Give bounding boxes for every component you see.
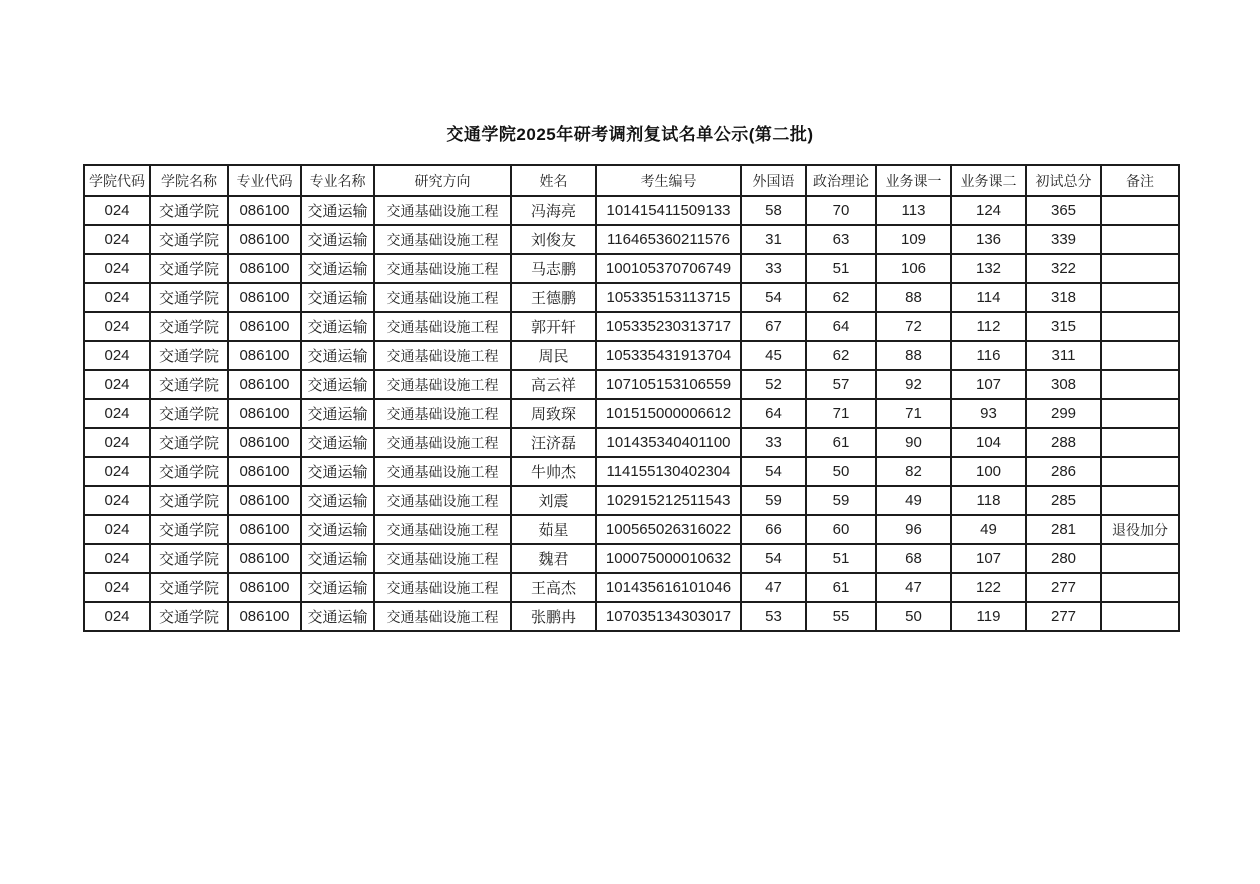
cell-course-one: 47 [876,573,951,602]
cell-college-name: 交通学院 [150,341,228,370]
cell-foreign-language: 47 [741,573,806,602]
cell-major-code: 086100 [228,602,301,631]
cell-total-score: 277 [1026,602,1101,631]
cell-remark [1101,602,1179,631]
cell-college-name: 交通学院 [150,515,228,544]
cell-politics: 61 [806,428,876,457]
cell-research: 交通基础设施工程 [374,283,511,312]
cell-course-two: 124 [951,196,1026,225]
cell-major-code: 086100 [228,254,301,283]
cell-politics: 63 [806,225,876,254]
cell-name: 马志鹏 [511,254,596,283]
cell-major-code: 086100 [228,457,301,486]
cell-total-score: 277 [1026,573,1101,602]
cell-candidate-id: 116465360211576 [596,225,741,254]
cell-remark [1101,312,1179,341]
cell-politics: 62 [806,341,876,370]
cell-candidate-id: 100565026316022 [596,515,741,544]
cell-foreign-language: 33 [741,254,806,283]
cell-remark [1101,428,1179,457]
table-header [84,165,1179,196]
cell-college-code: 024 [84,486,150,515]
cell-politics: 57 [806,370,876,399]
cell-course-two: 104 [951,428,1026,457]
cell-total-score: 285 [1026,486,1101,515]
cell-remark [1101,544,1179,573]
cell-college-name: 交通学院 [150,225,228,254]
cell-college-name: 交通学院 [150,399,228,428]
table-row [84,312,1179,341]
cell-course-one: 49 [876,486,951,515]
cell-candidate-id: 105335431913704 [596,341,741,370]
cell-politics: 59 [806,486,876,515]
cell-college-name: 交通学院 [150,370,228,399]
cell-remark [1101,225,1179,254]
cell-course-two: 107 [951,370,1026,399]
cell-foreign-language: 33 [741,428,806,457]
cell-course-two: 116 [951,341,1026,370]
cell-college-code: 024 [84,515,150,544]
cell-course-one: 113 [876,196,951,225]
cell-course-one: 68 [876,544,951,573]
cell-major-name: 交通运输 [301,399,374,428]
cell-politics: 51 [806,544,876,573]
table-row [84,428,1179,457]
table-row [84,457,1179,486]
cell-remark [1101,254,1179,283]
cell-college-name: 交通学院 [150,457,228,486]
cell-course-two: 119 [951,602,1026,631]
column-header-course-two: 业务课二 [951,165,1026,196]
cell-name: 刘震 [511,486,596,515]
cell-remark [1101,196,1179,225]
cell-politics: 64 [806,312,876,341]
cell-name: 王高杰 [511,573,596,602]
table-row [84,225,1179,254]
table-row [84,196,1179,225]
cell-total-score: 315 [1026,312,1101,341]
cell-politics: 55 [806,602,876,631]
column-header-foreign-language: 外国语 [741,165,806,196]
cell-major-name: 交通运输 [301,544,374,573]
cell-research: 交通基础设施工程 [374,457,511,486]
cell-total-score: 365 [1026,196,1101,225]
cell-remark: 退役加分 [1101,515,1179,544]
cell-major-name: 交通运输 [301,515,374,544]
cell-total-score: 286 [1026,457,1101,486]
cell-college-name: 交通学院 [150,602,228,631]
cell-name: 王德鹏 [511,283,596,312]
cell-major-code: 086100 [228,341,301,370]
column-header-course-one: 业务课一 [876,165,951,196]
cell-foreign-language: 45 [741,341,806,370]
cell-course-one: 71 [876,399,951,428]
table-row [84,544,1179,573]
cell-college-code: 024 [84,196,150,225]
cell-total-score: 299 [1026,399,1101,428]
cell-name: 高云祥 [511,370,596,399]
cell-major-name: 交通运输 [301,486,374,515]
cell-college-code: 024 [84,573,150,602]
cell-course-one: 88 [876,283,951,312]
column-header-name: 姓名 [511,165,596,196]
cell-candidate-id: 101435340401100 [596,428,741,457]
column-header-research: 研究方向 [374,165,511,196]
cell-college-code: 024 [84,602,150,631]
cell-total-score: 281 [1026,515,1101,544]
cell-research: 交通基础设施工程 [374,602,511,631]
table-row [84,515,1179,544]
cell-course-one: 88 [876,341,951,370]
cell-college-code: 024 [84,341,150,370]
cell-name: 牛帅杰 [511,457,596,486]
table-row [84,254,1179,283]
cell-research: 交通基础设施工程 [374,341,511,370]
cell-research: 交通基础设施工程 [374,399,511,428]
cell-course-one: 90 [876,428,951,457]
cell-course-two: 118 [951,486,1026,515]
cell-foreign-language: 52 [741,370,806,399]
cell-research: 交通基础设施工程 [374,515,511,544]
cell-course-two: 49 [951,515,1026,544]
cell-major-code: 086100 [228,428,301,457]
cell-name: 郭开轩 [511,312,596,341]
cell-candidate-id: 101515000006612 [596,399,741,428]
cell-name: 刘俊友 [511,225,596,254]
cell-major-code: 086100 [228,399,301,428]
cell-research: 交通基础设施工程 [374,196,511,225]
cell-politics: 61 [806,573,876,602]
cell-politics: 62 [806,283,876,312]
cell-candidate-id: 105335153113715 [596,283,741,312]
cell-total-score: 318 [1026,283,1101,312]
cell-foreign-language: 53 [741,602,806,631]
cell-college-name: 交通学院 [150,283,228,312]
cell-major-name: 交通运输 [301,370,374,399]
cell-total-score: 311 [1026,341,1101,370]
cell-college-name: 交通学院 [150,573,228,602]
cell-major-name: 交通运输 [301,312,374,341]
cell-remark [1101,370,1179,399]
column-header-major-name: 专业名称 [301,165,374,196]
cell-candidate-id: 107105153106559 [596,370,741,399]
cell-foreign-language: 66 [741,515,806,544]
cell-remark [1101,399,1179,428]
cell-name: 张鹏冉 [511,602,596,631]
cell-course-two: 100 [951,457,1026,486]
table-row [84,370,1179,399]
cell-foreign-language: 59 [741,486,806,515]
cell-course-one: 109 [876,225,951,254]
column-header-total-score: 初试总分 [1026,165,1101,196]
cell-candidate-id: 114155130402304 [596,457,741,486]
admission-roster-table [83,164,1180,632]
cell-research: 交通基础设施工程 [374,312,511,341]
cell-research: 交通基础设施工程 [374,254,511,283]
cell-name: 冯海亮 [511,196,596,225]
cell-remark [1101,283,1179,312]
cell-remark [1101,341,1179,370]
cell-politics: 71 [806,399,876,428]
cell-course-one: 82 [876,457,951,486]
page-title: 交通学院2025年研考调剂复试名单公示(第二批) [446,125,814,144]
cell-college-code: 024 [84,225,150,254]
cell-total-score: 339 [1026,225,1101,254]
cell-major-name: 交通运输 [301,457,374,486]
cell-major-name: 交通运输 [301,254,374,283]
cell-total-score: 308 [1026,370,1101,399]
cell-major-code: 086100 [228,283,301,312]
cell-foreign-language: 64 [741,399,806,428]
cell-college-name: 交通学院 [150,428,228,457]
column-header-major-code: 专业代码 [228,165,301,196]
cell-candidate-id: 102915212511543 [596,486,741,515]
cell-candidate-id: 100105370706749 [596,254,741,283]
column-header-college-code: 学院代码 [84,165,150,196]
cell-research: 交通基础设施工程 [374,573,511,602]
cell-course-one: 72 [876,312,951,341]
cell-remark [1101,573,1179,602]
cell-course-one: 50 [876,602,951,631]
cell-major-code: 086100 [228,312,301,341]
cell-course-one: 106 [876,254,951,283]
cell-major-name: 交通运输 [301,341,374,370]
cell-college-code: 024 [84,428,150,457]
cell-foreign-language: 67 [741,312,806,341]
cell-college-code: 024 [84,457,150,486]
cell-candidate-id: 100075000010632 [596,544,741,573]
cell-politics: 51 [806,254,876,283]
cell-college-name: 交通学院 [150,254,228,283]
cell-major-code: 086100 [228,196,301,225]
cell-college-code: 024 [84,283,150,312]
cell-total-score: 280 [1026,544,1101,573]
cell-college-code: 024 [84,312,150,341]
cell-foreign-language: 58 [741,196,806,225]
cell-course-two: 114 [951,283,1026,312]
table-row [84,399,1179,428]
cell-research: 交通基础设施工程 [374,370,511,399]
cell-remark [1101,457,1179,486]
header-row [84,165,1179,196]
cell-name: 周致琛 [511,399,596,428]
cell-major-code: 086100 [228,225,301,254]
cell-course-two: 122 [951,573,1026,602]
cell-name: 汪济磊 [511,428,596,457]
cell-college-code: 024 [84,370,150,399]
cell-research: 交通基础设施工程 [374,225,511,254]
cell-candidate-id: 107035134303017 [596,602,741,631]
cell-foreign-language: 54 [741,544,806,573]
table-row [84,602,1179,631]
cell-major-name: 交通运输 [301,225,374,254]
column-header-remark: 备注 [1101,165,1179,196]
cell-foreign-language: 54 [741,457,806,486]
cell-major-code: 086100 [228,515,301,544]
cell-major-code: 086100 [228,573,301,602]
cell-research: 交通基础设施工程 [374,486,511,515]
cell-foreign-language: 54 [741,283,806,312]
cell-total-score: 322 [1026,254,1101,283]
cell-candidate-id: 105335230313717 [596,312,741,341]
cell-college-name: 交通学院 [150,312,228,341]
cell-foreign-language: 31 [741,225,806,254]
cell-major-code: 086100 [228,544,301,573]
cell-name: 茹星 [511,515,596,544]
table-row [84,341,1179,370]
cell-college-code: 024 [84,254,150,283]
cell-politics: 70 [806,196,876,225]
cell-college-name: 交通学院 [150,544,228,573]
cell-major-name: 交通运输 [301,196,374,225]
cell-research: 交通基础设施工程 [374,428,511,457]
cell-course-two: 107 [951,544,1026,573]
table-row [84,486,1179,515]
cell-name: 魏君 [511,544,596,573]
cell-college-code: 024 [84,399,150,428]
cell-college-name: 交通学院 [150,196,228,225]
cell-major-code: 086100 [228,370,301,399]
column-header-college-name: 学院名称 [150,165,228,196]
cell-course-one: 92 [876,370,951,399]
cell-research: 交通基础设施工程 [374,544,511,573]
cell-course-two: 112 [951,312,1026,341]
cell-college-code: 024 [84,544,150,573]
cell-total-score: 288 [1026,428,1101,457]
cell-major-name: 交通运输 [301,428,374,457]
cell-course-two: 93 [951,399,1026,428]
column-header-candidate-id: 考生编号 [596,165,741,196]
column-header-politics: 政治理论 [806,165,876,196]
cell-course-two: 132 [951,254,1026,283]
cell-candidate-id: 101435616101046 [596,573,741,602]
table-row [84,283,1179,312]
cell-politics: 50 [806,457,876,486]
cell-major-code: 086100 [228,486,301,515]
table-body [84,196,1179,631]
cell-course-two: 136 [951,225,1026,254]
cell-name: 周民 [511,341,596,370]
cell-remark [1101,486,1179,515]
cell-major-name: 交通运输 [301,283,374,312]
cell-major-name: 交通运输 [301,602,374,631]
cell-college-name: 交通学院 [150,486,228,515]
cell-politics: 60 [806,515,876,544]
cell-candidate-id: 101415411509133 [596,196,741,225]
cell-major-name: 交通运输 [301,573,374,602]
cell-course-one: 96 [876,515,951,544]
table-row [84,573,1179,602]
